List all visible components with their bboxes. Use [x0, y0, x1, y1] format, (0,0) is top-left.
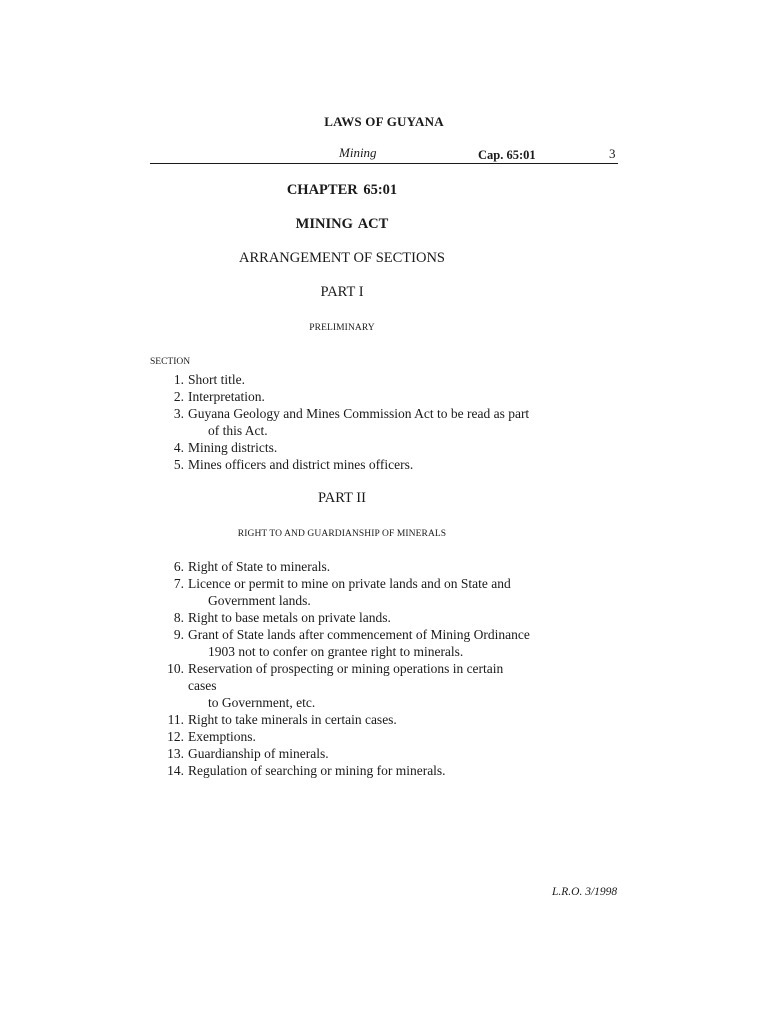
section-title: Right to take minerals in certain cases. [188, 712, 397, 727]
part-2-subheading: RIGHT TO AND GUARDIANSHIP OF MINERALS [237, 529, 447, 539]
section-number: 14. [167, 763, 184, 778]
toc-entry[interactable] [150, 762, 534, 779]
header-subject: Mining [339, 145, 377, 160]
act-title: MINING ACT [295, 216, 389, 232]
section-number: 3. [173, 406, 184, 421]
toc-entry[interactable] [150, 728, 534, 745]
section-title: Short title. [188, 372, 245, 387]
toc-entry[interactable] [150, 388, 534, 405]
revision-note: L.R.O. 3/1998 [552, 886, 618, 898]
section-title: Exemptions. [188, 729, 256, 744]
section-number: 13. [167, 746, 184, 761]
chapter-heading: CHAPTER 65:01 [286, 182, 398, 198]
section-title: Interpretation. [188, 389, 265, 404]
header-chapter-number: Cap. 65:01 [478, 148, 536, 162]
section-number: 11. [167, 712, 184, 727]
section-title: Guyana Geology and Mines Commission Act to be read as part [188, 406, 530, 421]
toc-entry[interactable] [150, 575, 534, 609]
section-title-continued: to Government, etc. [208, 695, 316, 710]
header-rule [150, 163, 618, 164]
part-1-section-list [150, 371, 550, 473]
section-number: 8. [173, 610, 184, 625]
section-title-continued: 1903 not to confer on grantee right to minerals. [208, 644, 464, 659]
section-number: 2. [173, 389, 184, 404]
section-number: 4. [173, 440, 184, 455]
section-title: Guardianship of minerals. [188, 746, 329, 761]
part-2-section-list [150, 558, 550, 779]
toc-entry[interactable] [150, 371, 534, 388]
section-number: 6. [173, 559, 184, 574]
section-title: Reservation of prospecting or mining operations in certain cases [188, 661, 504, 693]
toc-entry[interactable] [150, 745, 534, 762]
part-1-subheading: PRELIMINARY [309, 323, 375, 333]
part-2-heading: PART II [318, 490, 366, 506]
running-title: LAWS OF GUYANA [324, 114, 444, 129]
section-title-continued: of this Act. [208, 423, 268, 438]
toc-entry[interactable] [150, 660, 534, 711]
section-number: 9. [173, 627, 184, 642]
section-title: Right to base metals on private lands. [188, 610, 391, 625]
section-title: Mines officers and district mines officers. [188, 457, 414, 472]
section-column-label: SECTION [150, 357, 191, 367]
section-title: Mining districts. [188, 440, 278, 455]
toc-entry[interactable] [150, 609, 534, 626]
section-title: Regulation of searching or mining for minerals. [188, 763, 446, 778]
toc-entry[interactable] [150, 626, 534, 660]
section-title-continued: Government lands. [208, 593, 311, 608]
arrangement-heading: ARRANGEMENT OF SECTIONS [239, 250, 445, 266]
toc-entry[interactable] [150, 711, 534, 728]
toc-entry[interactable] [150, 439, 534, 456]
toc-entry[interactable] [150, 456, 534, 473]
toc-entry[interactable] [150, 405, 534, 439]
section-title: Grant of State lands after commencement of Mining Ordinance [188, 627, 530, 642]
section-number: 7. [173, 576, 184, 591]
section-title: Licence or permit to mine on private lands and on State and [188, 576, 511, 591]
section-title: Right of State to minerals. [188, 559, 331, 574]
section-number: 10. [167, 661, 184, 676]
part-1-heading: PART I [320, 284, 364, 300]
toc-entry[interactable] [150, 558, 534, 575]
section-number: 12. [167, 729, 184, 744]
section-number: 5. [173, 457, 184, 472]
section-number: 1. [173, 372, 184, 387]
page-number: 3 [609, 146, 616, 161]
